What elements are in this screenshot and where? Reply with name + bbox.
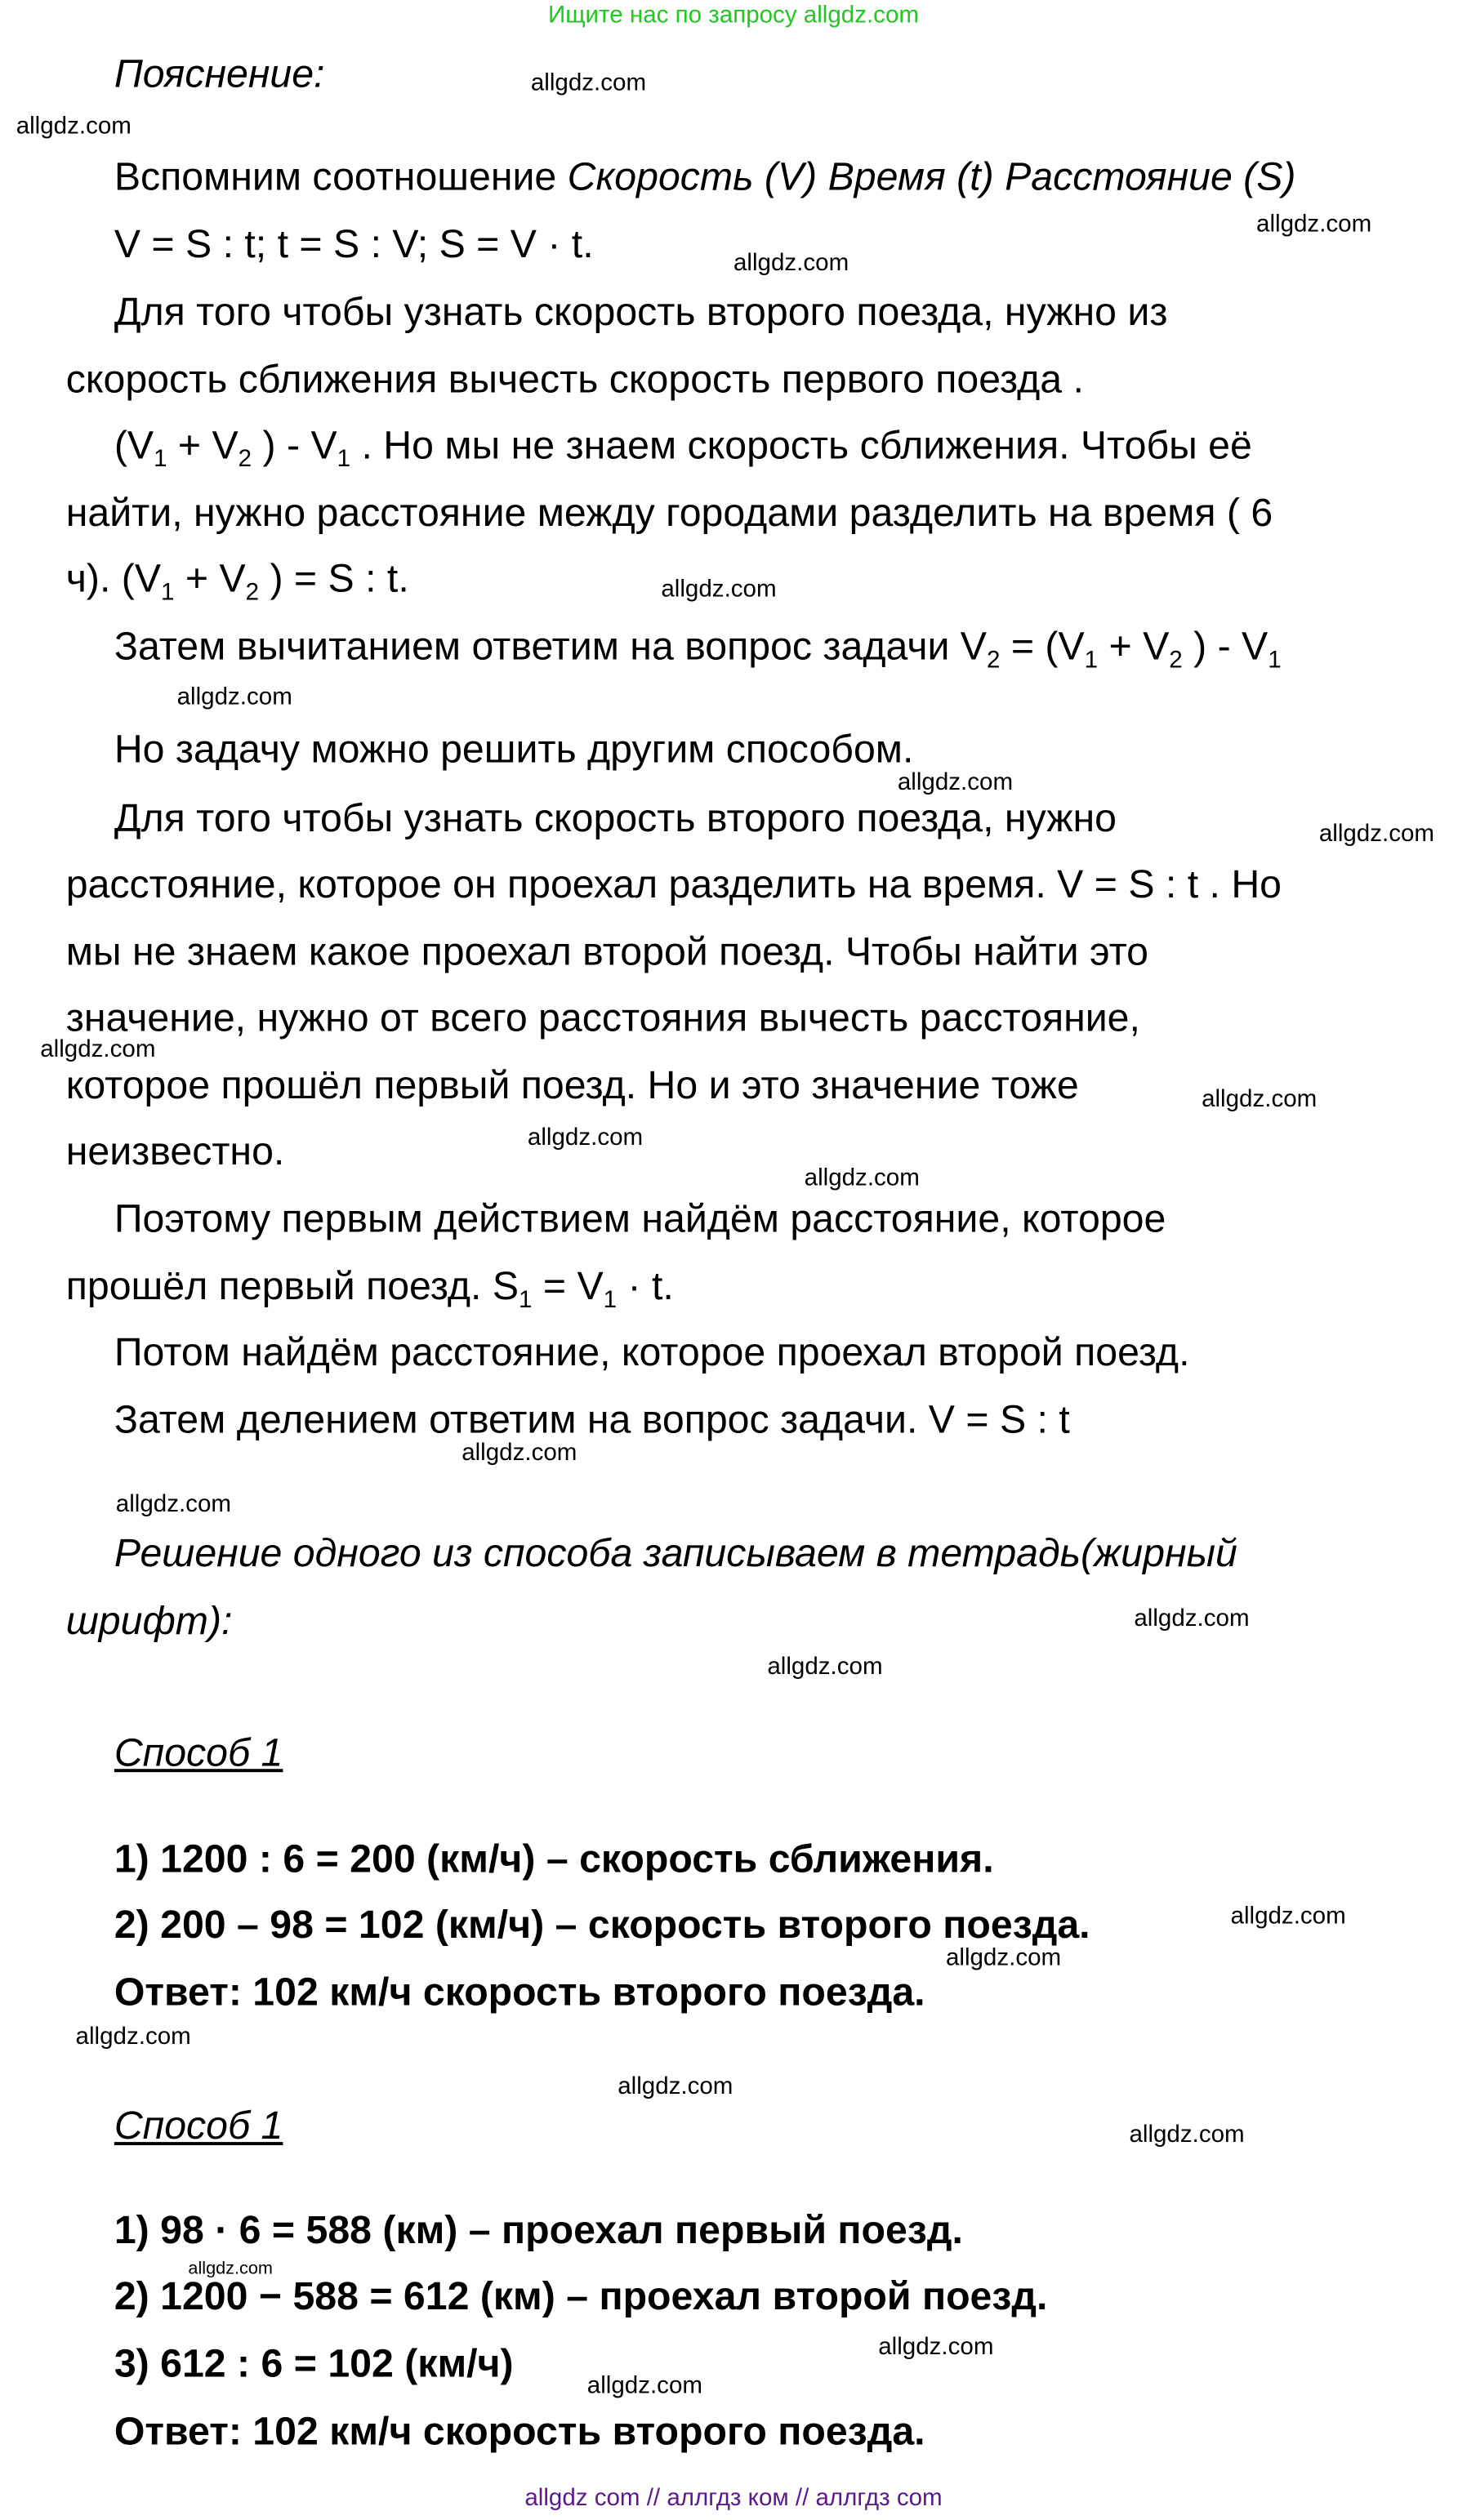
watermark: allgdz.com <box>115 1490 231 1519</box>
watermark: allgdz.com <box>1202 1085 1318 1113</box>
t: + V <box>1098 626 1170 670</box>
watermark: allgdz.com <box>618 2073 734 2100</box>
method1-step: 2) 200 – 98 = 102 (км/ч) – скорость второго поезда. <box>114 1903 1090 1948</box>
search-banner[interactable]: Ищите нас по запросу allgdz.com <box>548 1 919 29</box>
formulas: V = S : t; t = S : V; S = V · t. <box>114 223 594 267</box>
subscript: 1 <box>603 1286 618 1314</box>
text-line: Затем делением ответим на вопрос задачи. V = S : t <box>114 1399 1070 1443</box>
text-line: Но задачу можно решить другим способом. <box>114 728 914 772</box>
t: Затем вычитанием ответим на вопрос задачи V <box>114 626 988 670</box>
method2-answer: Ответ: 102 км/ч скорость второго поезда. <box>114 2410 925 2455</box>
t: ) - V <box>252 424 337 469</box>
text-line <box>114 421 1252 486</box>
watermark: allgdz.com <box>804 1164 920 1192</box>
method2-step: 2) 1200 − 588 = 612 (км) – проехал второй поезд. <box>114 2275 1048 2319</box>
text-line: неизвестно. <box>65 1130 285 1174</box>
method2-step: 3) 612 : 6 = 102 (км/ч) <box>114 2343 514 2387</box>
watermark: allgdz.com <box>1318 820 1435 848</box>
t: прошёл первый поезд. S <box>65 1265 519 1310</box>
watermark: allgdz.com <box>40 1035 156 1063</box>
t: ) = S : t. <box>259 558 409 602</box>
method1-title: Способ 1 <box>114 1731 283 1776</box>
method1-step: 1) 1200 : 6 = 200 (км/ч) – скорость сближения. <box>114 1837 994 1882</box>
subscript: 1 <box>519 1286 533 1314</box>
t: = (V <box>1000 626 1085 670</box>
method1-answer: Ответ: 102 км/ч скорость второго поезда. <box>114 1971 925 2015</box>
subscript: 2 <box>245 578 260 607</box>
subscript: 1 <box>161 578 175 607</box>
method2-step: 1) 98 · 6 = 588 (км) – проехал первый поезд. <box>114 2209 963 2253</box>
text-line: которое прошёл первый поезд. Но и это значение тоже <box>65 1064 1079 1108</box>
footer-links[interactable]: allgdz com // аллгдз ком // аллгдз com <box>524 2484 943 2513</box>
text-line: мы не знаем какое проехал второй поезд. Чтобы найти это <box>65 931 1148 975</box>
text-line: Решение одного из способа записываем в тетрадь(жирный <box>114 1532 1237 1576</box>
subscript: 2 <box>987 646 1001 675</box>
text-line: шрифт): <box>65 1600 233 1644</box>
text-line: Для того чтобы узнать скорость второго поезда, нужно из <box>114 291 1168 335</box>
subscript: 2 <box>1169 646 1183 675</box>
watermark: allgdz.com <box>878 2333 994 2361</box>
text-line: расстояние, которое он проехал разделить на время. V = S : t . Но <box>65 863 1282 907</box>
text-line: найти, нужно расстояние между городами разделить на время ( 6 <box>65 492 1273 536</box>
subscript: 1 <box>1268 646 1282 675</box>
watermark: allgdz.com <box>661 576 777 603</box>
text-line: скорость сближения вычесть скорость первого поезда . <box>65 358 1084 403</box>
watermark: allgdz.com <box>734 249 849 277</box>
t: . Но мы не знаем скорость сближения. Чтобы её <box>350 424 1252 469</box>
watermark: allgdz.com <box>176 683 292 711</box>
text-line: Потом найдём расстояние, которое проехал второй поезд. <box>114 1331 1190 1375</box>
watermark: allgdz.com <box>1256 210 1372 238</box>
t: ) - V <box>1182 626 1269 670</box>
watermark: allgdz.com <box>1230 1902 1346 1930</box>
explanation-title: Пояснение: <box>114 52 325 97</box>
watermark: allgdz.com <box>1134 1605 1250 1632</box>
watermark: allgdz.com <box>586 2371 702 2400</box>
recall-text: Вспомним соотношение <box>114 156 568 200</box>
method2-title: Способ 1 <box>114 2104 283 2148</box>
t: + V <box>167 424 239 469</box>
text-line <box>66 1262 674 1327</box>
watermark: allgdz.com <box>767 1653 883 1681</box>
t: + V <box>174 558 246 602</box>
t: = V <box>532 1265 604 1310</box>
watermark: allgdz.com <box>462 1439 577 1467</box>
t: (V <box>114 424 154 469</box>
watermark: allgdz.com <box>1129 2121 1245 2148</box>
watermark: allgdz.com <box>530 69 647 97</box>
t: · t. <box>617 1265 674 1310</box>
watermark: allgdz.com <box>188 2259 273 2279</box>
watermark: allgdz.com <box>897 768 1014 796</box>
recall-italic: Скорость (V) Время (t) Расстояние (S) <box>567 156 1296 200</box>
subscript: 1 <box>154 445 167 473</box>
watermark: allgdz.com <box>16 112 132 140</box>
text-line: значение, нужно от всего расстояния вычесть расстояние, <box>65 996 1140 1041</box>
watermark: allgdz.com <box>945 1943 1062 1972</box>
subscript: 1 <box>1084 646 1099 675</box>
recall-line <box>114 153 1296 204</box>
watermark: allgdz.com <box>527 1124 644 1152</box>
t: ч). (V <box>65 558 162 602</box>
text-line <box>114 622 1282 687</box>
text-line: Поэтому первым действием найдём расстояние, которое <box>114 1198 1166 1242</box>
watermark: allgdz.com <box>75 2023 191 2050</box>
text-line <box>66 554 409 619</box>
subscript: 1 <box>337 445 351 473</box>
text-line: Для того чтобы узнать скорость второго поезда, нужно <box>114 797 1117 841</box>
subscript: 2 <box>238 445 252 473</box>
